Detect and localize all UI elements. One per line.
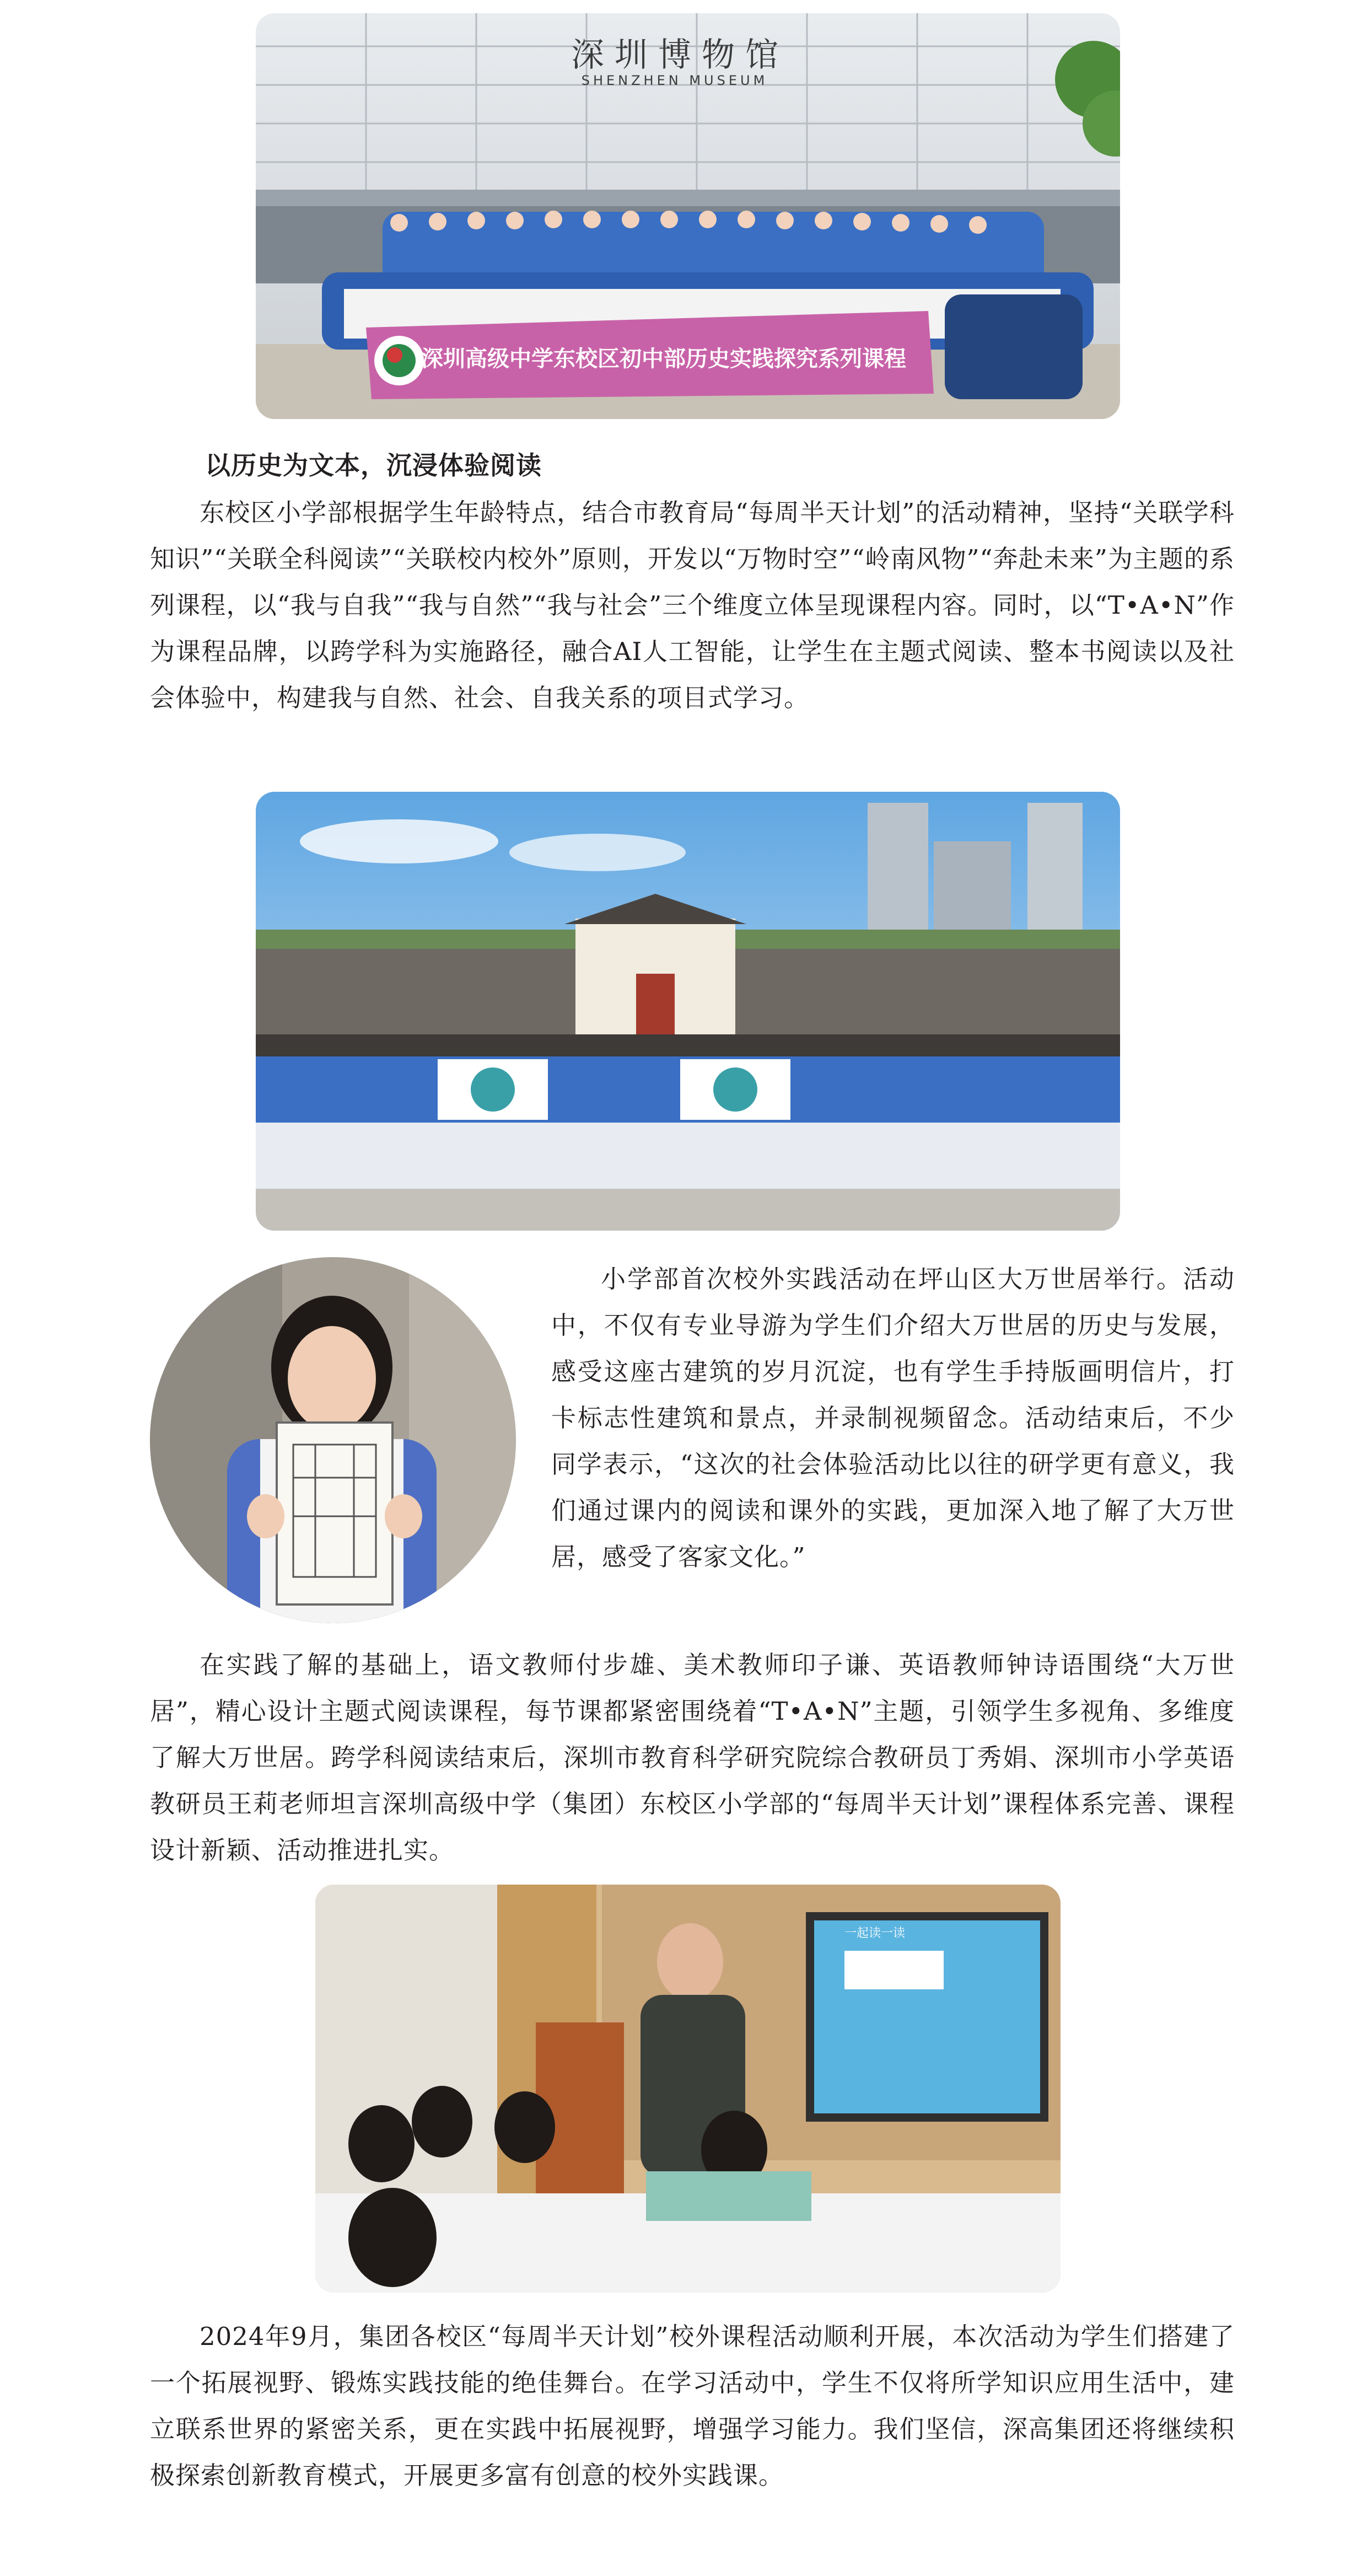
banner-text: 深圳高级中学东校区初中部历史实践探究系列课程 — [421, 346, 906, 372]
paragraph-intro: 东校区小学部根据学生年龄特点，结合市教育局“每周半天计划”的活动精神，坚持“关联学科知识”“关联全科阅读”“关联校内校外”原则，开发以“万物时空”“岭南风物”“奔赴未来”为主题的系列课程，以“我与自我”“我与自然”“我与社会”三个维度立体呈现课程内容。同时，以“T•A•N”作为课程品牌，以跨学科为实施路径，融合AI人工智能，让学生在主题式阅读、整本书阅读以及社会体验中，构建我与自然、社会、自我关系的项目式学习。 — [150, 498, 1235, 712]
paragraph-dawan-activity: 小学部首次校外实践活动在坪山区大万世居举行。活动中，不仅有专业导游为学生们介绍大万世居的历史与发展，感受这座古建筑的岁月沉淀，也有学生手持版画明信片，打卡标志性建筑和景点，并录制视频留念。活动结束后，不少同学表示，“这次的社会体验活动比以往的研学更有意义，我们通过课内的阅读和课外的实践，更加深入地了解了大万世居，感受了客家文化。” — [551, 1264, 1235, 1571]
museum-sign: 深 圳 博 物 馆 — [571, 36, 779, 74]
classroom-photo — [315, 1885, 1061, 2293]
paragraph-summary: 2024年9月，集团各校区“每周半天计划”校外课程活动顺利开展，本次活动为学生们搭建了一个拓展视野、锻炼实践技能的绝佳舞台。在学习活动中，学生不仅将所学知识应用生活中，建立联系世界的紧密关系，更在实践中拓展视野，增强学习能力。我们坚信，深高集团还将继续积极探索创新教育模式，开展更多富有创意的校外实践课。 — [150, 2322, 1235, 2490]
museum-group-photo — [256, 13, 1120, 419]
dawan-shiju-group-photo — [256, 792, 1120, 1231]
section-heading: 以历史为文本，沉浸体验阅读 — [205, 450, 542, 480]
student-portrait-photo — [150, 1257, 516, 1623]
museum-sign-en: SHENZHEN MUSEUM — [581, 73, 768, 88]
screen-text: 一起读一读 — [844, 1926, 906, 1940]
paragraph-reading-course: 在实践了解的基础上，语文教师付步雄、美术教师印子谦、英语教师钟诗语围绕“大万世居”，精心设计主题式阅读课程，每节课都紧密围绕着“T•A•N”主题，引领学生多视角、多维度了解大万世居。跨学科阅读结束后，深圳市教育科学研究院综合教研员丁秀娟、深圳市小学英语教研员王莉老师坦言深圳高级中学（集团）东校区小学部的“每周半天计划”课程体系完善、课程设计新颖、活动推进扎实。 — [150, 1650, 1235, 1865]
